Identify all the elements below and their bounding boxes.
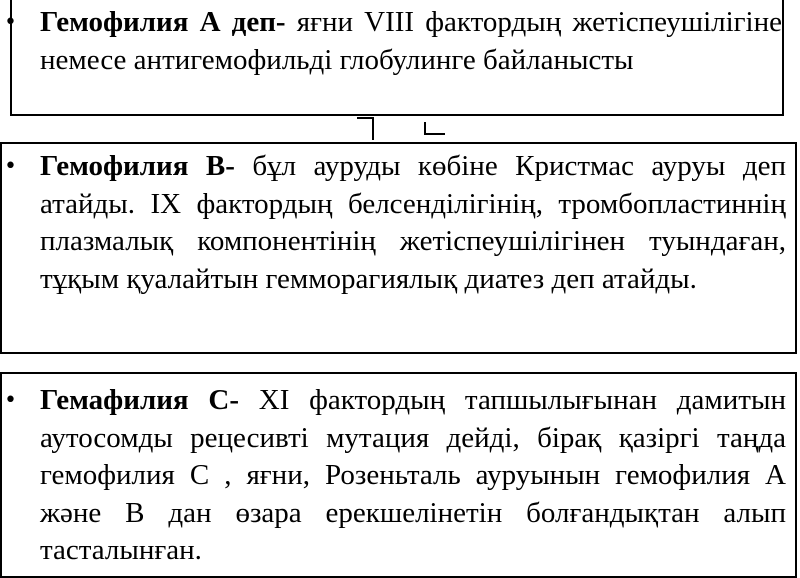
hemophilia-c-term: Гемафилия С- bbox=[40, 384, 239, 416]
hemophilia-b-paragraph bbox=[0, 148, 786, 298]
hemophilia-a-term: Гемофилия А деп- bbox=[40, 6, 286, 38]
hemophilia-b-term: Гемофилия В- bbox=[40, 150, 235, 182]
hemophilia-a-paragraph bbox=[0, 4, 782, 79]
bullet-icon: • bbox=[4, 154, 17, 179]
hemophilia-b-text: бұл ауруды көбіне Кристмас ауруы деп атайды. IX фактордың белсенділігінің, тромбопластиннің плазмалық компонентінің жетіспеушілігінен туындаған, тұқым қуалайтын гемморагиялық диатез деп атайды. bbox=[40, 150, 786, 295]
hemophilia-c-text: XI фактордың тапшылығынан дамитын аутосомды рецесивті мутация дейді, бірақ қазіргі таңда гемофилия С , яғни, Розеньталь ауруынын гемофилия А және В дан өзара ерекшелінетін болғандықтан алып тасталынған. bbox=[40, 384, 786, 566]
hemophilia-c-paragraph bbox=[0, 382, 786, 570]
bullet-icon: • bbox=[4, 388, 17, 413]
bullet-icon: • bbox=[4, 10, 17, 35]
hemophilia-a-text: яғни VIII фактордың жетіспеушілігіне немесе антигемофильді глобулинге байланысты bbox=[40, 6, 782, 76]
callout-connector bbox=[355, 112, 450, 146]
